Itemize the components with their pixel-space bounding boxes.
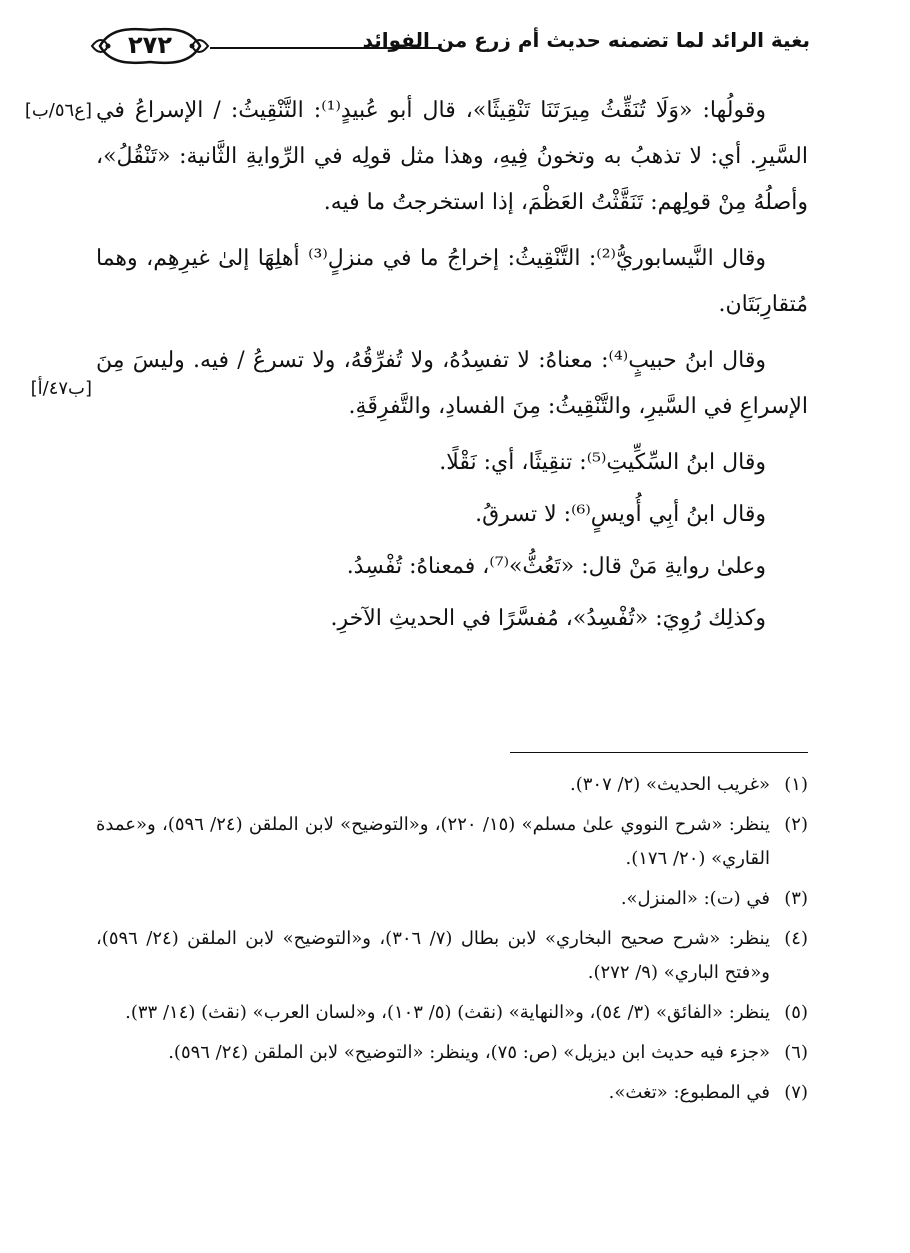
- footnote-text: ينظر: «الفائق» (٣/ ٥٤)، و«النهاية» (نقث) (٥/ ١٠٣)، و«لسان العرب» (نقث) (١٤/ ٣٣).: [125, 1002, 770, 1023]
- footnote-6: [96, 1036, 808, 1070]
- footnote-7: [96, 1076, 808, 1110]
- paragraph-7: وكذلِك رُوِيَ: «تُفْسِدُ»، مُفسَّرًا في الحديثِ الآخرِ.: [330, 606, 766, 631]
- footnote-4: [96, 922, 808, 990]
- running-title: بغية الرائد لما تضمنه حديث أم زرع من الفوائد: [362, 28, 810, 52]
- footnote-text: ينظر: «شرح النووي علىٰ مسلم» (١٥/ ٢٢٠)، و«التوضيح» لابن الملقن (٢٤/ ٥٩٦)، و«عمدة القاري» (٢٠/ ١٧٦).: [96, 814, 770, 869]
- footnote-1: [96, 768, 808, 802]
- footnote-text: في المطبوع: «تغث».: [608, 1082, 770, 1103]
- page-header: [90, 24, 810, 74]
- paragraph-3: وقال ابنُ حبيبٍ⁽⁴⁾: معناهُ: لا تفسِدُهُ، ولا تُفرِّقُهُ، ولا تسرعُ / فيه. وليسَ مِنَ الإسراعِ في السَّيرِ، والتَّنْقِيثُ: مِنَ الفسادِ، والتَّفرِقَةِ.: [96, 348, 808, 419]
- main-text: [24, 88, 808, 648]
- footnote-5: [96, 996, 808, 1030]
- footnote-number: (٤): [784, 928, 808, 949]
- paragraph-1: وقولُها: «وَلَا تُنَقِّثُ مِيرَتَنَا تَنْقِيثًا»، قال أبو عُبيدٍ⁽¹⁾: التَّنْقِيثُ: / الإسراعُ في السَّيرِ. أي: لا تذهبُ به وتخونُ فِيهِ، وهذا مثل قولِه في الرِّوايةِ الثَّانية: «تَنْقُلُ»، وأصلُهُ مِنْ قولِهم: تَنَقَّثْتُ العَظْمَ، إذا استخرجتُ ما فيه.: [96, 98, 808, 215]
- footnote-number: (٦): [784, 1042, 808, 1063]
- footnote-text: ينظر: «شرح صحيح البخاري» لابن بطال (٧/ ٣٠٦)، و«التوضيح» لابن الملقن (٢٤/ ٥٩٦)، و«فتح الباري» (٩/ ٢٧٢).: [96, 928, 770, 983]
- manuscript-ref-1: [ع٥٦/ب]: [24, 100, 92, 121]
- paragraph-2: وقال النَّيسابوريُّ⁽²⁾: التَّنْقِيثُ: إخراجُ ما في منزلٍ⁽³⁾ أهلِهَا إلىٰ غيرِهِم، وهما مُتقارِبَتَان.: [96, 246, 808, 317]
- paragraph-6: وعلىٰ روايةِ مَنْ قال: «تَعُثُّ»⁽⁷⁾، فمعناهُ: تُفْسِدُ.: [346, 554, 766, 579]
- paragraph-5: وقال ابنُ أبِي أُويسٍ⁽⁶⁾: لا تسرقُ.: [475, 502, 766, 527]
- footnote-number: (١): [784, 774, 808, 795]
- manuscript-ref-2: [ب٤٧/أ]: [30, 378, 92, 399]
- footnote-number: (٣): [784, 888, 808, 909]
- paragraph-4: وقال ابنُ السِّكِّيتِ⁽⁵⁾: تنقِيثًا، أي: نَقْلًا.: [439, 450, 766, 475]
- footnote-number: (٧): [784, 1082, 808, 1103]
- footnote-number: (٥): [784, 1002, 808, 1023]
- footnotes: [96, 768, 808, 1116]
- footnote-3: [96, 882, 808, 916]
- footnote-separator: [510, 752, 808, 753]
- footnote-text: «غريب الحديث» (٢/ ٣٠٧).: [570, 774, 770, 795]
- footnote-text: «جزء فيه حديث ابن ديزيل» (ص: ٧٥)، وينظر: «التوضيح» لابن الملقن (٢٤/ ٥٩٦).: [168, 1042, 770, 1063]
- footnote-number: (٢): [784, 814, 808, 835]
- footnote-text: في (ت): «المنزل».: [620, 888, 770, 909]
- page-number: ٢٧٢: [128, 31, 172, 59]
- footnote-2: [96, 808, 808, 876]
